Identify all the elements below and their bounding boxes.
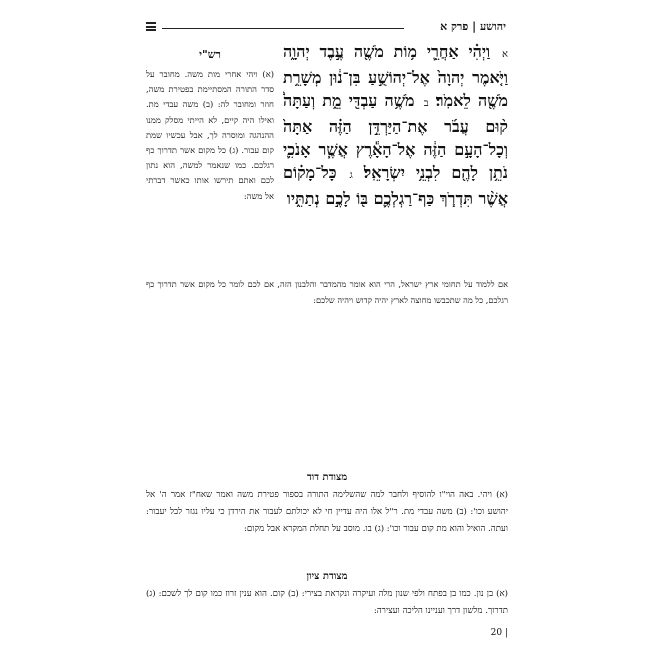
metzudat-david-text: (א) ויהי. באה הוי"ו להוסיף ולחבר למה שהשלימה התורה בספור פטירת משה ואמר שאח"ז אמר ה' אל יהושע וכו': (ב) משה עבדי מת. ר"ל אלו היה עדיין חי לא יכולתם לעבור את הירדן כי עליו נגזר לבל יעבור: ועתה. הואיל והוא מת קום עבור וכו': (ג) בו. מוסב על תחלת המקרא אבל מקום: <box>146 490 508 534</box>
metzudat-zion-title: מצודת ציון <box>306 571 348 582</box>
verse-number: ב <box>423 98 429 109</box>
running-head: יהושע | פרק א <box>440 20 506 33</box>
verse-1: וַיְהִ֗י אַחֲרֵ֛י מ֥וֹת מֹשֶׁ֖ה עֶ֣בֶד יְהוָ֑ה וַיֹּ֤אמֶר יְהוָה֙ אֶל־יְהוֹשֻׁ֣עַ בִּן־נ֔וּן מְשָׁרֵ֥ת מֹשֶׁ֖ה לֵאמֹֽר׃ <box>283 42 508 110</box>
verse-number: ג <box>349 170 353 181</box>
metzudat-david-title: מצודת דוד <box>306 472 348 483</box>
metzudat-zion-section <box>146 571 508 621</box>
header-rule <box>162 28 404 29</box>
page-number: | 20 <box>490 628 508 638</box>
metzudat-zion-text: (א) בן נון. כמו בן בפתח ולפי שנון מלה ועיקרה ונקראת בצירי: (ב) קום. הוא ענין זרוז כמו קום לך לשכם: (ג) תדרוך. מלשון דרך ועניינו הליכה ועצירה: <box>146 589 508 616</box>
scripture-text <box>283 40 508 276</box>
page-header <box>146 20 506 36</box>
metzudat-david-section <box>146 472 508 568</box>
rashi-commentary <box>146 48 274 278</box>
rashi-title: רש"י <box>199 48 221 61</box>
commentary-continuation: אם ללמוד על תחומי ארץ ישראל, הרי הוא אומר מהמדבר והלבנון הזה, אם לכם לומר כל מקום אשר תדרוך כף רגלכם, כל מה שתכבשו מחוצה לארץ יהיה קדוש ויהיה שלכם: <box>146 279 508 305</box>
menu-icon[interactable] <box>146 22 156 31</box>
rashi-text: (א) ויהי אחרי מות משה. מחובר על סדר התורה המסתיימת בפטירת משה, חוזר ומחובר לה: (ב) משה עבדי מת. ואילו היה קיים, לא הייתי מסלק ממנו ההנהגה ומוסרה לך, אבל עכשיו שמת קום עבור. (ג) כל מקום אשר תדרוך כף רגלכם. כמו שנאמר למשה, הוא נתון לכם ואתם תירשו אותו כאשר דברתי אל משה: <box>146 69 274 201</box>
verse-3: כָּל־מָק֗וֹם אֲשֶׁ֨ר תִּדְרֹ֧ךְ כַּף־רַגְלְכֶ֛ם בּ֖וֹ לָכֶ֣ם נְתַתִּ֑יו <box>283 163 508 208</box>
verse-2: מֹשֶׁ֥ה עַבְדִּ֖י מֵ֑ת וְעַתָּה֩ ק֨וּם עֲבֹ֜ר אֶת־הַיַּרְדֵּ֣ן הַזֶּ֗ה אַתָּה֙ וְכָל־הָעָ֣ם הַזֶּ֔ה אֶל־הָאָ֕רֶץ אֲשֶׁ֧ר אָנֹכִ֛י נֹתֵ֥ן לָהֶ֖ם לִבְנֵ֥י יִשְׂרָאֵֽל׃ <box>283 91 508 182</box>
verse-number: א <box>502 49 508 60</box>
